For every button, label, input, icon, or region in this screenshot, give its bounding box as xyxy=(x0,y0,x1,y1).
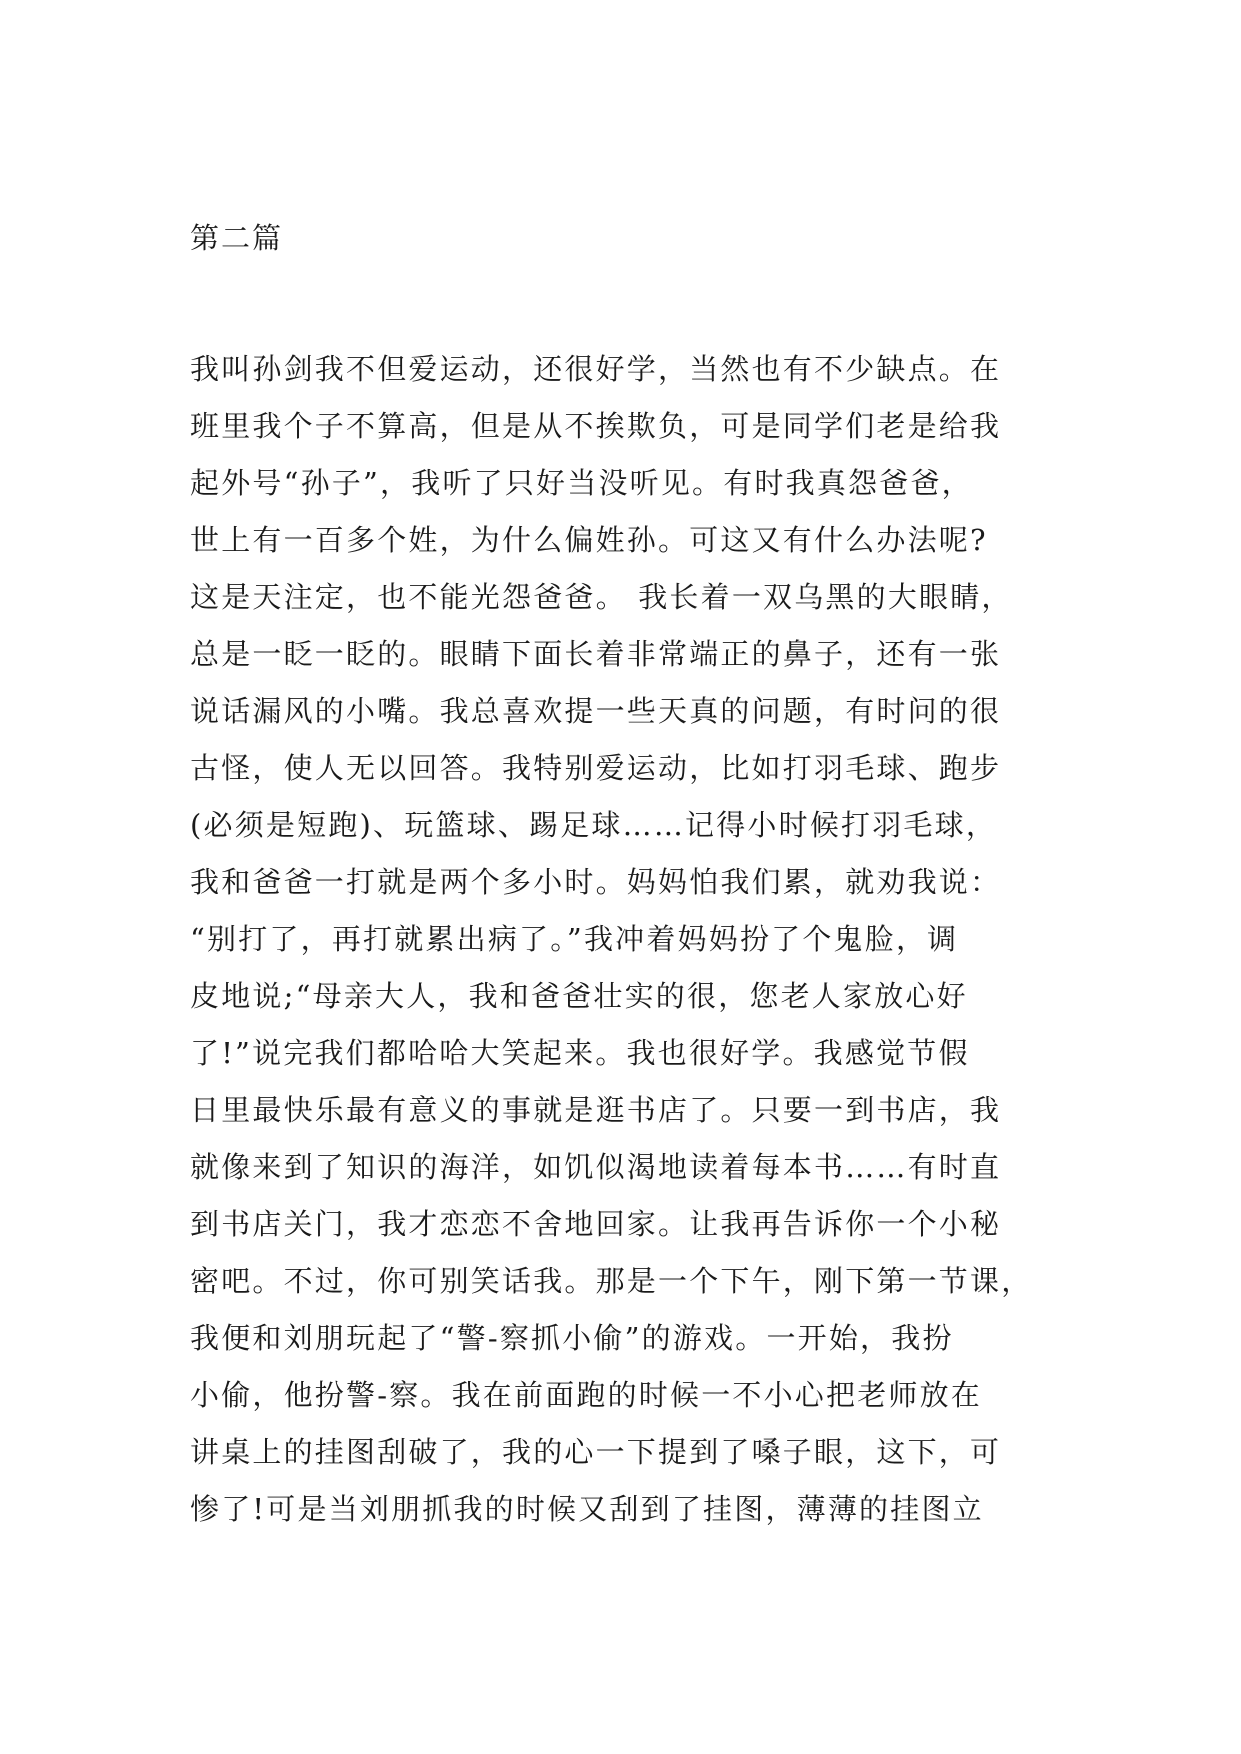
text-line: (必须是短跑)、玩篮球、踢足球……记得小时候打羽毛球， xyxy=(190,808,998,842)
text-line: 班里我个子不算高，但是从不挨欺负，可是同学们老是给我 xyxy=(190,409,1002,443)
text-line: 世上有一百多个姓，为什么偏姓孙。可这又有什么办法呢? xyxy=(190,523,988,557)
text-line: 密吧。不过，你可别笑话我。那是一个下午，刚下第一节课， xyxy=(190,1264,1033,1298)
text-line: 起外号“孙子”，我听了只好当没听见。有时我真怨爸爸， xyxy=(190,466,973,500)
text-line: 说话漏风的小嘴。我总喜欢提一些天真的问题，有时问的很 xyxy=(190,694,1002,728)
text-line: 日里最快乐最有意义的事就是逛书店了。只要一到书店，我 xyxy=(190,1093,1002,1127)
text-line: 这是天注定，也不能光怨爸爸。 我长着一双乌黑的大眼睛， xyxy=(190,580,1013,614)
text-line: 到书店关门，我才恋恋不舍地回家。让我再告诉你一个小秘 xyxy=(190,1207,1002,1241)
text-line: 古怪，使人无以回答。我特别爱运动，比如打羽毛球、跑步 xyxy=(190,751,1002,785)
text-line: 惨了!可是当刘朋抓我的时候又刮到了挂图，薄薄的挂图立 xyxy=(190,1492,984,1526)
text-line: 总是一眨一眨的。眼睛下面长着非常端正的鼻子，还有一张 xyxy=(190,637,1002,671)
text-line: 皮地说;“母亲大人，我和爸爸壮实的很，您老人家放心好 xyxy=(190,979,968,1013)
text-line: 讲桌上的挂图刮破了，我的心一下提到了嗓子眼，这下，可 xyxy=(190,1435,1002,1469)
text-line: 我便和刘朋玩起了“警-察抓小偷”的游戏。一开始，我扮 xyxy=(190,1321,954,1355)
text-line: 了!”说完我们都哈哈大笑起来。我也很好学。我感觉节假 xyxy=(190,1036,970,1070)
body-paragraph xyxy=(190,341,1060,1538)
text-line: 就像来到了知识的海洋，如饥似渴地读着每本书……有时直 xyxy=(190,1150,1002,1184)
text-line: 小偷，他扮警-察。我在前面跑的时候一不小心把老师放在 xyxy=(190,1378,982,1412)
text-line: 我叫孙剑我不但爱运动，还很好学，当然也有不少缺点。在 xyxy=(190,352,1002,386)
text-line: 我和爸爸一打就是两个多小时。妈妈怕我们累，就劝我说： xyxy=(190,865,1002,899)
section-heading: 第二篇 xyxy=(190,221,284,255)
text-line: “别打了，再打就累出病了。”我冲着妈妈扮了个鬼脸，调 xyxy=(190,922,959,956)
